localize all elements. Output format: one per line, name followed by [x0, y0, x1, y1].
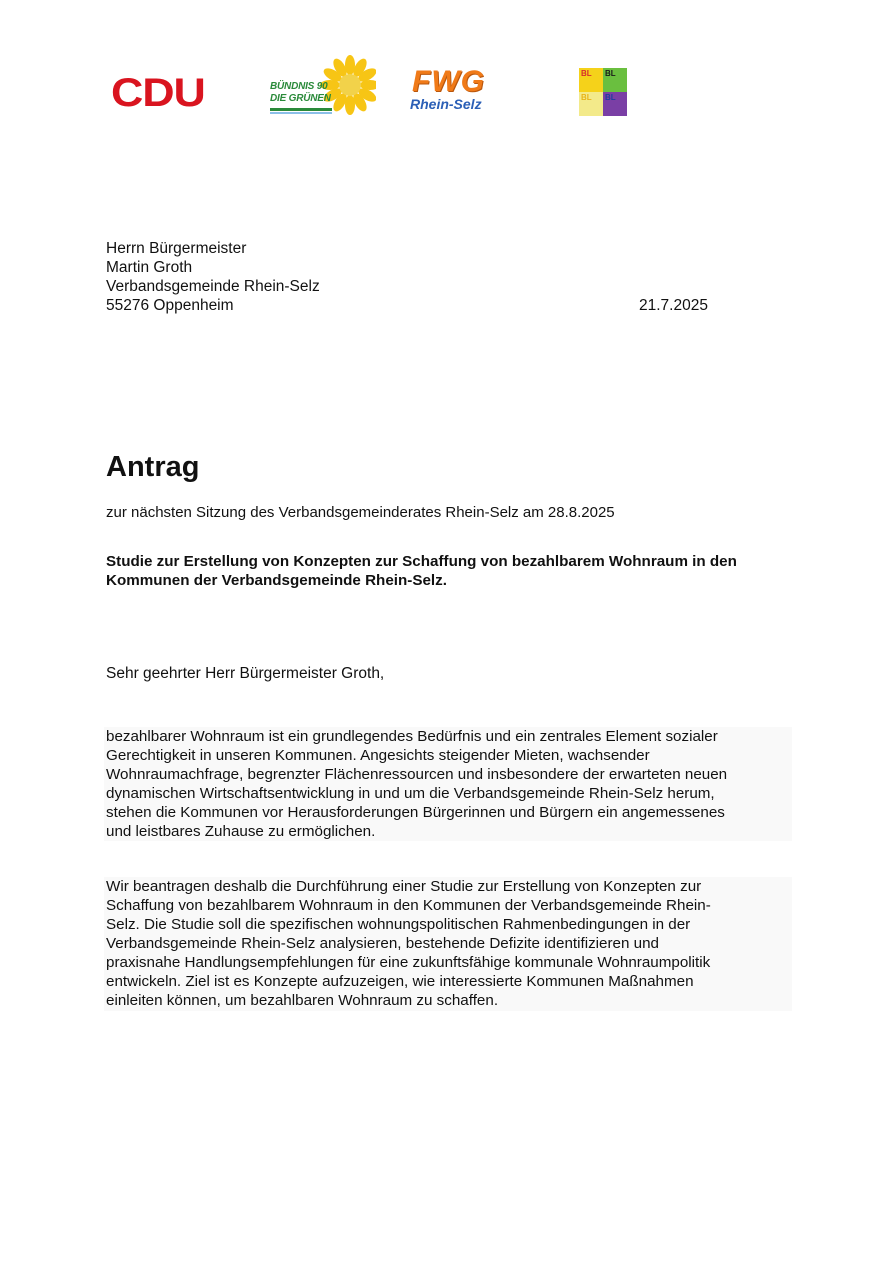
page-title: Antrag [106, 451, 200, 483]
paragraph-line: Wir beantragen deshalb die Durchführung einer Studie zur Erstellung von Konzepten zur [106, 878, 702, 895]
recipient-address [106, 239, 320, 315]
paragraph-line: praxisnahe Handlungsempfehlungen für eine zukunftsfähige kommunale Wohnraumpolitik [106, 954, 711, 971]
body-paragraph-1 [104, 727, 792, 841]
gruene-bar [270, 108, 332, 111]
fwg-logo-title: FWG [412, 65, 485, 98]
paragraph-line: Selz. Die Studie soll die spezifischen wohnungspolitischen Rahmenbedingungen in der [106, 916, 691, 933]
paragraph-line: und leistbares Zuhause zu ermöglichen. [106, 823, 376, 840]
bl-cell: BL [603, 92, 627, 116]
cdu-logo: CDU [111, 71, 205, 115]
address-line: Herrn Bürgermeister [106, 240, 247, 257]
salutation: Sehr geehrter Herr Bürgermeister Groth, [106, 665, 385, 682]
paragraph-line: einleiten können, um bezahlbaren Wohnraum zu schaffen. [106, 992, 499, 1009]
gruene-line1: BÜNDNIS 90 [270, 81, 328, 92]
meeting-info: zur nächsten Sitzung des Verbandsgemeinderates Rhein-Selz am 28.8.2025 [106, 504, 615, 521]
paragraph-line: Wohnraumachfrage, begrenzter Flächenressourcen und insbesondere der erwarteten neuen [106, 766, 728, 783]
paragraph-line: Schaffung von bezahlbarem Wohnraum in den Kommunen der Verbandsgemeinde Rhein- [106, 897, 711, 914]
paragraph-line: dynamischen Wirtschaftsentwicklung in und um die Verbandsgemeinde Rhein-Selz herum, [106, 785, 715, 802]
bl-cell: BL [603, 68, 627, 92]
bl-cell: BL [579, 68, 603, 92]
paragraph-line: bezahlbarer Wohnraum ist ein grundlegendes Bedürfnis und ein zentrales Element sozialer [106, 728, 718, 745]
paragraph-line: entwickeln. Ziel ist es Konzepte aufzuzeigen, wie interessierte Kommunen Maßnahmen [106, 973, 694, 990]
gruene-logo [268, 55, 376, 117]
address-line: Verbandsgemeinde Rhein-Selz [106, 278, 320, 295]
gruene-line2: DIE GRÜNEN [270, 93, 331, 104]
paragraph-line: Verbandsgemeinde Rhein-Selz analysieren, bestehende Defizite identifizieren und [106, 935, 660, 952]
subject-line: Studie zur Erstellung von Konzepten zur Schaffung von bezahlbarem Wohnraum in den Kommunen der Verbandsgemeinde Rhein-Selz. [106, 553, 737, 589]
address-line: 55276 Oppenheim [106, 297, 234, 314]
paragraph-line: Gerechtigkeit in unseren Kommunen. Angesichts steigender Mieten, wachsender [106, 747, 650, 764]
bl-logo [579, 68, 627, 116]
gruene-logo-text [270, 81, 331, 105]
body-paragraph-2 [104, 877, 792, 1011]
bl-cell: BL [579, 92, 603, 116]
address-line: Martin Groth [106, 259, 193, 276]
paragraph-line: stehen die Kommunen vor Herausforderungen Bürgerinnen und Bürgern ein angemessenes [106, 804, 725, 821]
letter-date: 21.7.2025 [639, 297, 708, 314]
fwg-logo [410, 66, 520, 116]
gruene-bar-blue [270, 112, 332, 114]
fwg-logo-subtitle: Rhein-Selz [410, 96, 482, 112]
